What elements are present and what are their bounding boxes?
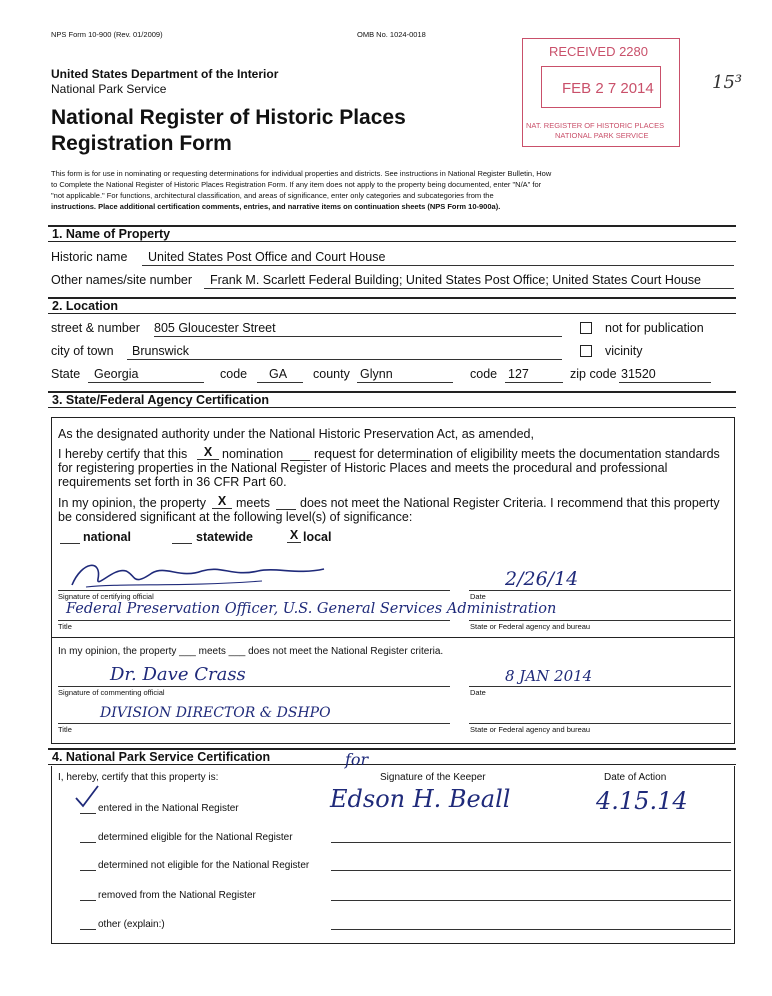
other-names-label: Other names/site number [51,273,193,287]
state-label: State [51,367,81,381]
eligible-label: determined eligible for the National Register [98,832,293,843]
form-number: NPS Form 10-900 (Rev. 01/2009) [51,30,163,39]
title-line [58,620,450,621]
removed-blank[interactable] [80,889,96,901]
stamp-line-1: NAT. REGISTER OF HISTORIC PLACES [526,121,665,130]
state-code-field[interactable]: GA [257,367,303,383]
state-field[interactable]: Georgia [88,367,204,383]
page-subtitle: Registration Form [51,132,232,155]
keeper-label: Signature of the Keeper [380,772,486,783]
level-statewide: statewide [196,530,253,544]
section-3-divider [51,637,735,638]
section-4-title: 4. National Park Service Certification [52,750,271,764]
national-blank[interactable] [60,530,80,544]
title-2-label: Title [58,725,72,734]
opinion-2-text: In my opinion, the property ___ meets ___ does not meet the National Register criteria. [58,646,444,657]
authority-text: As the designated authority under the National Historic Preservation Act, as amended, [58,427,534,441]
commenting-title[interactable]: DIVISION DIRECTOR & DSHPO [100,705,331,721]
bureau-2-line [469,723,731,724]
zip-field[interactable]: 31520 [619,367,711,383]
nps-certify-text: I, hereby, certify that this property is: [58,772,219,783]
stamp-date-box [541,66,661,108]
opinion-text-b: meets [236,496,271,510]
intro-line-4: instructions. Place additional certification comments, entries, and narrative items on continuation sheets (NPS Form 10-900a). [51,202,501,211]
certifying-title[interactable]: Federal Preservation Officer, U.S. General Services Administration [66,601,557,617]
county-label: county [313,367,350,381]
for-note: for [345,750,369,769]
date-of-action-label: Date of Action [604,772,667,783]
bureau-label: State or Federal agency and bureau [470,622,591,631]
request-blank[interactable] [290,447,310,461]
county-field[interactable]: Glynn [357,367,453,383]
date-label: Date [470,592,486,601]
date-line [469,590,731,591]
opinion-text-d: be considered significant at the following level(s) of significance: [58,510,413,524]
stamp-received: RECEIVED 2280 [549,44,648,59]
county-code-label: code [470,367,498,381]
street-label: street & number [51,321,140,335]
not-eligible-line [331,870,731,871]
agency-name: National Park Service [51,82,167,96]
intro-line-1: This form is for use in nominating or requesting determinations for individual properties and districts. See instructions in National Register Bulletin, How [51,169,552,178]
removed-line [331,900,731,901]
vicinity-label: vicinity [605,344,643,358]
historic-name-label: Historic name [51,250,128,264]
section-3-header [48,391,736,408]
level-national: national [83,530,131,544]
dept-name: United States Department of the Interior [51,67,279,81]
certify-text-e: requirements set forth in 36 CFR Part 60. [58,475,287,489]
certify-text-c: request for determination of eligibility meets the documentation standards [314,447,720,461]
date-2-line [469,686,731,687]
meets-mark[interactable]: X [212,494,232,509]
certify-text-d: for registering properties in the National Register of Historic Places and meets the procedural and professional [58,461,668,475]
section-1-title: 1. Name of Property [52,227,171,241]
bureau-line [469,620,731,621]
street-field[interactable]: 805 Gloucester Street [154,321,562,337]
state-code-label: code [220,367,248,381]
action-date[interactable]: 4.15.14 [596,787,688,815]
certify-text-b: nomination [222,447,284,461]
received-stamp [522,38,680,147]
date-2-label: Date [470,688,486,697]
does-not-meet-blank[interactable] [276,496,296,510]
title-label: Title [58,622,72,631]
zip-label: zip code [570,367,617,381]
signature-2-line [58,686,450,687]
bureau-2-label: State or Federal agency and bureau [470,725,591,734]
city-field[interactable]: Brunswick [127,344,562,360]
opinion-text-a: In my opinion, the property [58,496,206,510]
level-local: local [303,530,332,544]
title-2-line [58,723,450,724]
county-code-field[interactable]: 127 [505,367,563,383]
intro-line-3: "not applicable." For functions, architectural classification, and areas of significance, enter only categories and subcategories from the [51,191,494,200]
not-for-publication-checkbox[interactable] [580,322,592,334]
page-title: National Register of Historic Places [51,106,406,129]
local-mark[interactable]: X [287,528,301,543]
stamp-date: FEB 2 7 2014 [562,80,654,97]
not-eligible-label: determined not eligible for the National Register [98,860,310,871]
signature-label: Signature of certifying official [58,592,154,601]
certifying-signature-image [62,557,332,593]
entered-blank[interactable] [80,802,96,814]
section-2-header [48,297,736,314]
other-names-field[interactable]: Frank M. Scarlett Federal Building; United States Post Office; United States Court House [204,273,734,289]
commenting-signature[interactable]: Dr. Dave Crass [110,664,246,685]
other-line [331,929,731,930]
section-1-header [48,225,736,242]
certify-text-a: I hereby certify that this [58,447,188,461]
other-label: other (explain:) [98,919,165,930]
entered-label: entered in the National Register [98,803,239,814]
keeper-signature[interactable]: Edson H. Beall [330,785,511,813]
commenting-date[interactable]: 8 JAN 2014 [505,667,593,685]
section-4-header [48,748,736,765]
eligible-line [331,842,731,843]
intro-line-2: to Complete the National Register of Historic Places Registration Form. If any item does not apply to the property being documented, enter "N/A" for [51,180,542,189]
section-3-title: 3. State/Federal Agency Certification [52,393,269,407]
omb-number: OMB No. 1024-0018 [357,30,426,39]
vicinity-checkbox[interactable] [580,345,592,357]
not-for-publication-label: not for publication [605,321,704,335]
not-eligible-blank[interactable] [80,859,96,871]
nomination-mark[interactable]: X [197,445,219,460]
stamp-line-2: NATIONAL PARK SERVICE [555,131,649,140]
removed-label: removed from the National Register [98,890,256,901]
section-2-title: 2. Location [52,299,118,313]
certifying-date[interactable]: 2/26/14 [505,568,579,590]
city-label: city of town [51,344,114,358]
statewide-blank[interactable] [172,530,192,544]
signature-line [58,590,450,591]
corner-handwritten-note: 15³ [712,72,743,93]
opinion-text-c: does not meet the National Register Criteria. I recommend that this property [300,496,720,510]
signature-2-label: Signature of commenting official [58,688,165,697]
other-blank[interactable] [80,918,96,930]
eligible-blank[interactable] [80,831,96,843]
historic-name-field[interactable]: United States Post Office and Court House [142,250,734,266]
